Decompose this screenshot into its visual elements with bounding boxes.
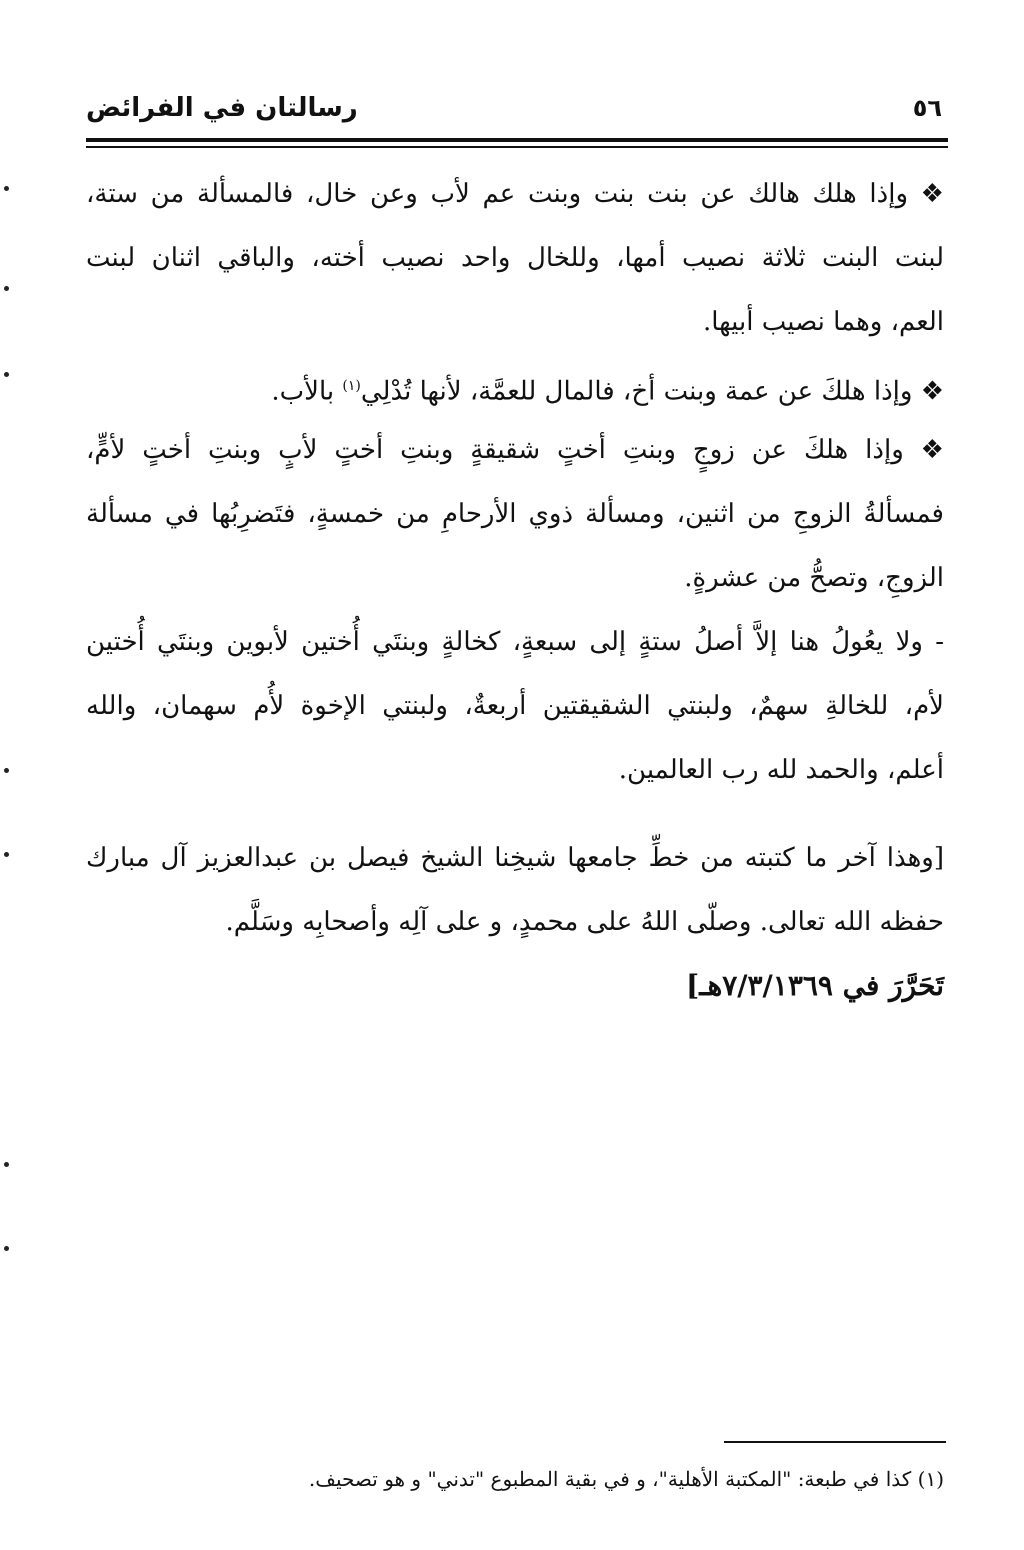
text-line: أعلم، والحمد لله رب العالمين. <box>618 755 944 785</box>
text-line: لبنت البنت ثلاثة نصيب أمها، وللخال واحد نصيب أخته، والباقي اثنان لبنت <box>86 243 944 273</box>
margin-mark <box>4 186 9 191</box>
margin-mark <box>4 768 9 773</box>
date-line: تَحَرَّرَ في ٧/٣/١٣٦٩هـ] <box>686 969 944 1002</box>
footnote-rule <box>724 1441 946 1443</box>
margin-mark <box>4 852 9 857</box>
text-line: ❖ وإذا هلك هالك عن بنت بنت وبنت عم لأب وعن خال، فالمسألة من ستة، <box>86 179 944 209</box>
footnote-marker: (١) <box>342 378 361 394</box>
footnote: (١) كذا في طبعة: "المكتبة الأهلية"، و في بقية المطبوع "تدني" و هو تصحيف. <box>308 1467 944 1491</box>
book-title: رسالتان في الفرائض <box>86 93 358 123</box>
text-line: لأم، للخالةِ سهمٌ، ولبنتي الشقيقتين أربعةٌ، ولبنتي الإخوة لأُم سهمان، والله <box>86 691 944 721</box>
page-number: ٥٦ <box>912 94 942 122</box>
text-line: - ولا يعُولُ هنا إلاَّ أصلُ ستةٍ إلى سبعةٍ، كخالةٍ وبنتَي أُختين لأبوين وبنتَي أُختين <box>86 627 944 657</box>
text-line-with-footnote <box>86 354 944 418</box>
main-text <box>86 162 944 1018</box>
colophon-line: حفظه الله تعالى. وصلّى اللهُ على محمدٍ، و على آلِه وأصحابِه وسَلَّم. <box>225 907 944 937</box>
text-line: فمسألةُ الزوجِ من اثنين، ومسألة ذوي الأرحامِ من خمسةٍ، فتَضرِبُها في مسألة <box>86 499 944 529</box>
margin-mark <box>4 1246 9 1251</box>
header-rule-thick <box>86 138 948 142</box>
text-segment: بالأب. <box>271 376 335 407</box>
colophon-line: [وهذا آخر ما كتبته من خطِّ جامعها شيخِنا الشيخ فيصل بن عبدالعزيز آل مبارك <box>86 843 944 873</box>
paragraph-gap <box>86 802 944 826</box>
running-header <box>86 90 948 134</box>
text-line: العم، وهما نصيب أبيها. <box>702 307 944 337</box>
margin-mark <box>4 1162 9 1167</box>
text-segment: ❖ وإذا هلكَ عن عمة وبنت أخ، فالمال للعمَّة، لأنها تُدْلِي <box>360 376 944 407</box>
margin-mark <box>4 372 9 377</box>
margin-mark <box>4 286 9 291</box>
text-line: الزوجِ، وتصحُّ من عشرةٍ. <box>684 563 944 593</box>
header-rule-thin <box>86 146 948 148</box>
text-line: ❖ وإذا هلكَ عن زوجٍ وبنتِ أختٍ شقيقةٍ وبنتِ أختٍ لأبٍ وبنتِ أختٍ لأمٍّ، <box>86 435 944 465</box>
